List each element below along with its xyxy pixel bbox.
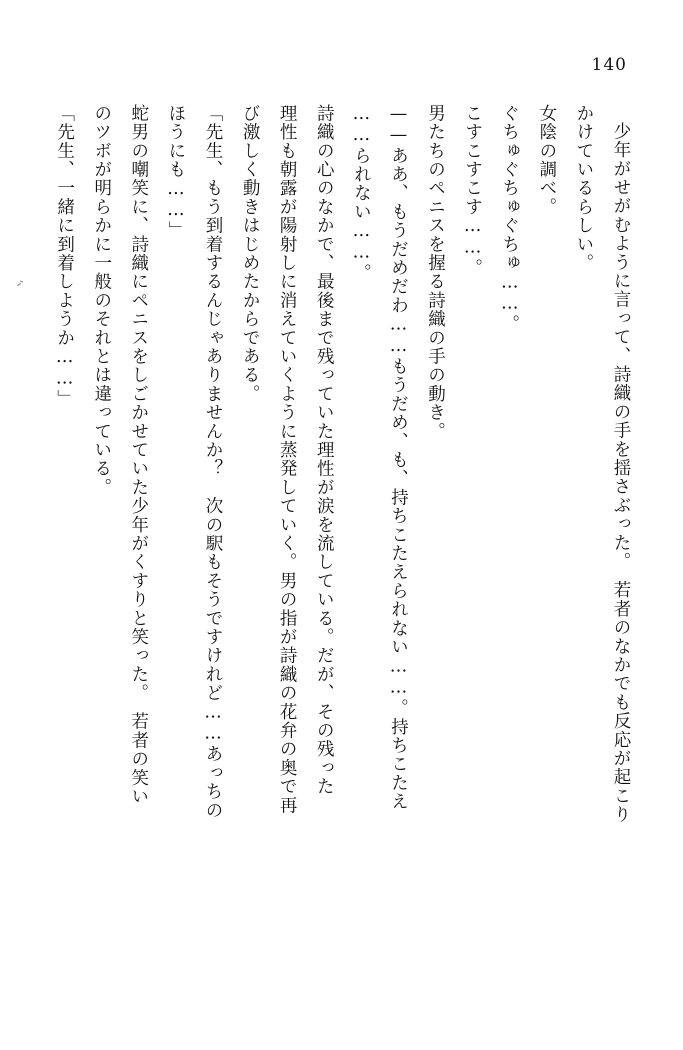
paragraph: のツボが明らかに一般のそれとは違っている。 bbox=[91, 104, 112, 497]
paragraph: び激しく動きはじめたからである。 bbox=[240, 104, 261, 404]
paragraph: ぐちゅぐちゅぐちゅ……。 bbox=[499, 104, 520, 334]
paper-speck bbox=[17, 283, 21, 286]
paragraph: こすこすこす……。 bbox=[462, 104, 483, 278]
paragraph: ——ああ、もうだめだわ……もうだめ、も、持ちこたえられない……。持ちこたえ bbox=[388, 104, 409, 811]
page-body-text bbox=[54, 104, 639, 984]
paragraph: 男たちのペニスを握る詩織の手の動き。 bbox=[425, 104, 446, 441]
page-number: 140 bbox=[591, 55, 627, 75]
paragraph: ほうにも……」 bbox=[165, 104, 186, 240]
paragraph: 女陰の調べ。 bbox=[536, 104, 557, 217]
paragraph: 「先生、もう到着するんじゃありませんか？ 次の駅もそうですけれど……あっちの bbox=[202, 104, 223, 820]
paragraph: 蛇男の嘲笑に、詩織にペニスをしごかせていた少年がくすりと笑った。 若者の笑い bbox=[128, 104, 149, 806]
paragraph: 「先生、一緒に到着しようか……」 bbox=[54, 104, 75, 409]
paragraph: 理性も朝露が陽射しに消えていくように蒸発していく。男の指が詩織の花弁の奥で再 bbox=[277, 104, 298, 815]
paragraph: ……られない……。 bbox=[351, 104, 372, 283]
paragraph: 詩織の心のなかで、最後まで残っていた理性が涙を流している。だが、その残った bbox=[314, 104, 335, 796]
paragraph: 少年がせがむように言って、詩織の手を揺さぶった。 若者のなかでも反応が起こり bbox=[611, 121, 631, 824]
paragraph: かけているらしい。 bbox=[573, 104, 594, 273]
